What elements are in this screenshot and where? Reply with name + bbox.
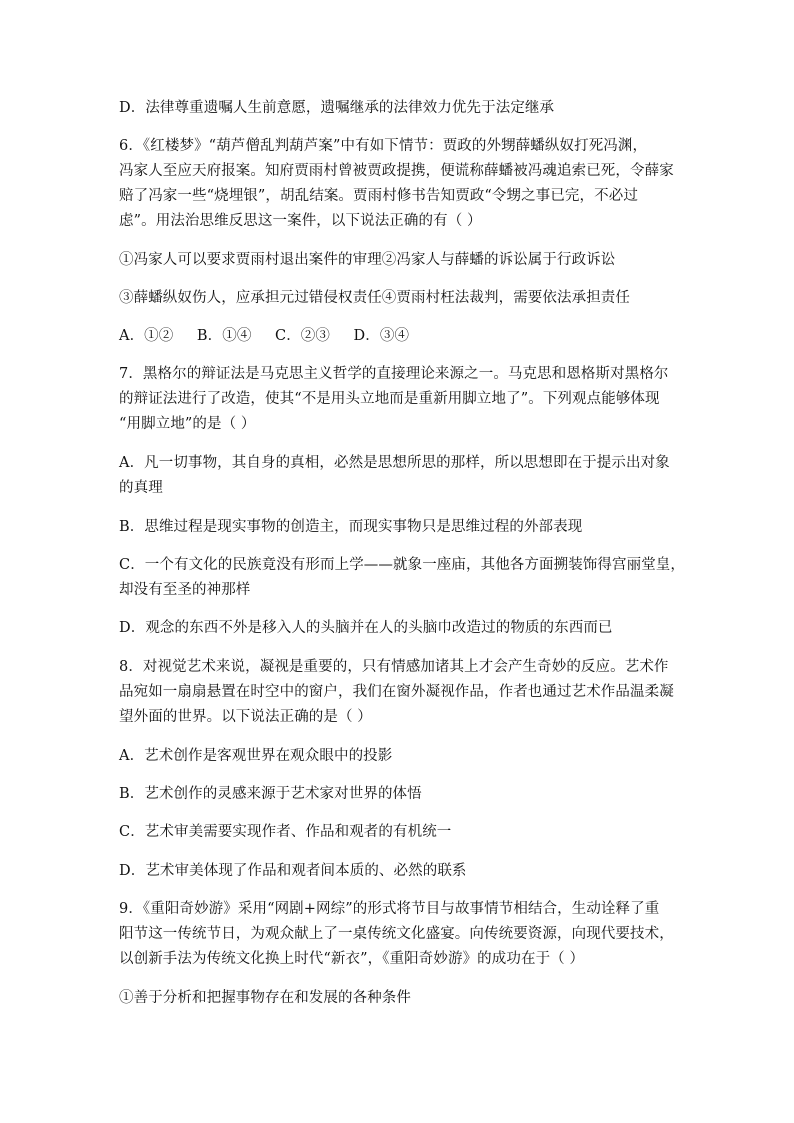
q8-stem-line: 8．对视觉艺术来说，凝视是重要的，只有情感加诸其上才会产生奇妙的反应。艺术作	[119, 659, 669, 675]
q7-option-d: D．观念的东西不外是移入人的头脑并在人的头脑巾改造过的物质的东西而已	[119, 620, 613, 636]
q9-stem-line: 以创新手法为传统文化换上时代“新衣”，《重阳奇妙游》的成功在于（ ）	[119, 951, 585, 967]
q6-stem	[119, 134, 679, 234]
q9-stem-line: 9．《重阳奇妙游》采用“网剧+网综”的形式将节目与故事情节相结合，生动诠释了重	[119, 901, 660, 917]
q8-stem	[119, 655, 679, 730]
q6-options: A．①② B．①④ C．②③ D．③④	[119, 328, 410, 344]
q5-option-d: D．法律尊重遗嘱人生前意愿，遗嘱继承的法律效力优先于法定继承	[119, 100, 555, 116]
q7-option-a-line: A．凡一切事物，其自身的真相，必然是思想所思的那样，所以思想即在于提示出对象	[119, 455, 670, 471]
q6-stem-line: 虑”。用法治思维反思这一案件，以下说法正确的有（ ）	[119, 213, 482, 229]
q8-option-d: D．艺术审美体现了作品和观者间本质的、必然的联系	[119, 863, 467, 879]
q9-stem	[119, 897, 679, 972]
q8-option-c: C．艺术审美需要实现作者、作品和观者的有机统一	[119, 824, 452, 840]
q7-option-c	[119, 553, 685, 603]
q7-option-a	[119, 451, 679, 501]
q9-statement-1: ①善于分析和把握事物存在和发展的各种条件	[119, 990, 411, 1006]
q8-stem-line: 品宛如一扇扇悬置在时空中的窗户，我们在窗外凝视作品，作者也通过艺术作品温柔凝	[119, 684, 674, 700]
q6-statements-1: ①冯家人可以要求贾雨村退出案件的审理②冯家人与薛蟠的诉讼属于行政诉讼	[119, 252, 616, 268]
q6-stem-line: 冯家人至应天府报案。知府贾雨村曾被贾政提携，便谎称薛蟠被冯魂追索已死，令薛家	[119, 163, 674, 179]
q7-option-b: B．思维过程是现实事物的创造主，而现实事物只是思维过程的外部表现	[119, 519, 583, 535]
q7-option-c-line: 却没有至圣的神那样	[119, 582, 251, 598]
q6-stem-line: 赔了冯家一些“烧埋银”，胡乱结案。贾雨村修书告知贾政“令甥之事已完，不必过	[119, 188, 638, 204]
q8-option-a: A．艺术创作是客观世界在观众眼中的投影	[119, 748, 393, 764]
q8-option-b: B．艺术创作的灵感来源于艺术家对世界的体悟	[119, 786, 422, 802]
q7-option-c-line: C．一个有文化的民族竟没有形而上学——就象一座庙，其他各方面搠装饰得宫丽堂皇，	[119, 557, 685, 573]
q7-stem-line: “用脚立地”的是（ ）	[119, 416, 256, 432]
q7-option-a-line: 的真理	[119, 480, 163, 496]
q7-stem-line: 的辩证法进行了改造，使其“不是用头立地而是重新用脚立地了”。下列观点能够体现	[119, 391, 660, 407]
q7-stem-line: 7．黑格尔的辩证法是马克思主义哲学的直接理论来源之一。马克思和恩格斯对黑格尔	[119, 366, 669, 382]
q9-stem-line: 阳节这一传统节日，为观众献上了一桌传统文化盛宴。向传统要资源，向现代要技术，	[119, 926, 674, 942]
q7-stem	[119, 362, 679, 437]
q8-stem-line: 望外面的世界。以下说法正确的是（ ）	[119, 709, 372, 725]
q6-stem-line: 6．《红楼梦》“葫芦僧乱判葫芦案”中有如下情节：贾政的外甥薛蟠纵奴打死冯渊，	[119, 138, 648, 154]
q6-statements-2: ③薛蟠纵奴伤人，应承担元过错侵权责任④贾雨村枉法裁判，需要依法承担责任	[119, 290, 630, 306]
